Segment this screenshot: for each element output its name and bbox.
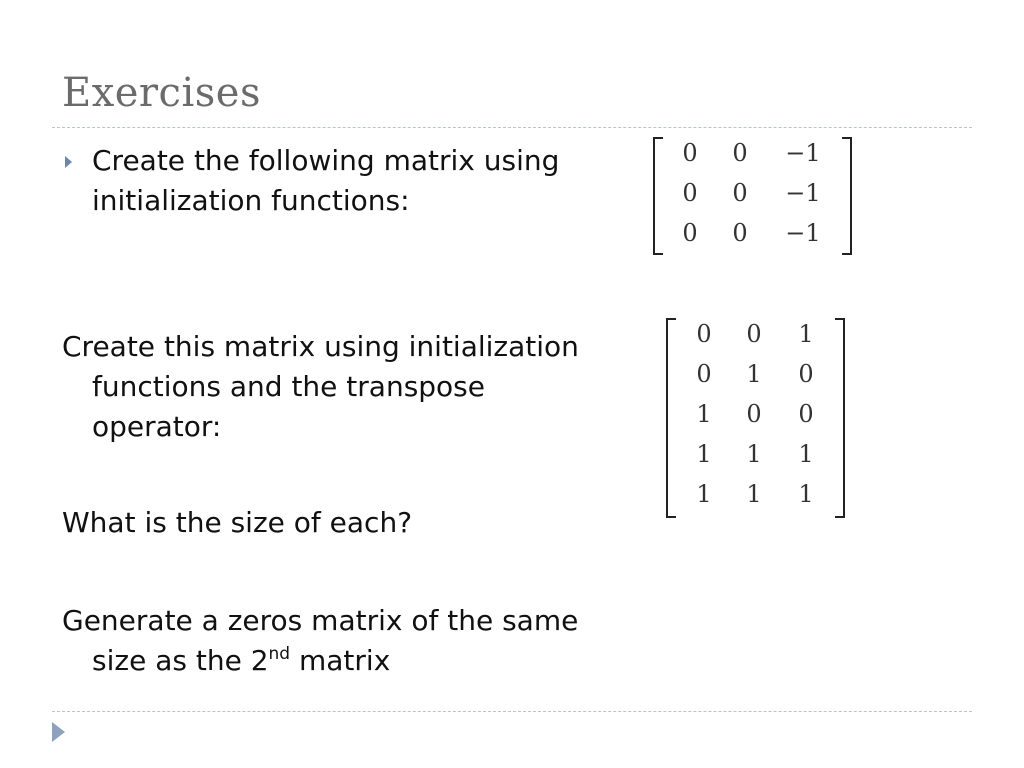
matrix2-cell: 0 <box>696 360 712 388</box>
matrix2-cell: 1 <box>798 480 814 508</box>
matrix1-cell: 0 <box>732 139 748 167</box>
item-size-question: What is the size of each? <box>62 506 413 539</box>
matrix2-cell: 0 <box>746 400 762 428</box>
item4-line-2-pre: size as the 2 <box>92 644 269 677</box>
matrix2-cell: 1 <box>746 480 762 508</box>
matrix1-cell: −1 <box>785 179 821 207</box>
matrix1-cell: 0 <box>682 179 698 207</box>
matrix2-cell: 1 <box>696 440 712 468</box>
item2-line-2: functions and the transpose <box>92 370 485 403</box>
item2-line-3: operator: <box>92 410 222 443</box>
matrix-2-right-bracket <box>835 318 845 518</box>
bullet-line-1: Create the following matrix using <box>92 144 560 177</box>
matrix-2 <box>666 318 845 518</box>
matrix1-cell: −1 <box>785 219 821 247</box>
matrix-1-left-bracket <box>653 137 663 255</box>
footer-divider <box>52 711 972 712</box>
matrix1-cell: −1 <box>785 139 821 167</box>
matrix1-cell: 0 <box>732 179 748 207</box>
matrix1-cell: 0 <box>732 219 748 247</box>
bullet-item-create-matrix <box>92 141 672 221</box>
matrix2-cell: 0 <box>798 360 814 388</box>
item4-superscript: nd <box>268 644 291 664</box>
matrix2-cell: 1 <box>696 400 712 428</box>
bullet-line-2: initialization functions: <box>92 184 410 217</box>
matrix2-cell: 0 <box>746 320 762 348</box>
slide-title: Exercises <box>62 70 261 116</box>
item4-line-1: Generate a zeros matrix of the same <box>62 604 579 637</box>
matrix1-cell: 0 <box>682 219 698 247</box>
bullet-triangle-icon <box>65 156 72 168</box>
matrix2-cell: 1 <box>746 360 762 388</box>
matrix-2-left-bracket <box>666 318 676 518</box>
item4-line-2-post: matrix <box>290 644 391 677</box>
matrix2-cell: 1 <box>696 480 712 508</box>
matrix2-cell: 0 <box>696 320 712 348</box>
matrix2-cell: 1 <box>798 320 814 348</box>
item4-line-2 <box>62 641 642 681</box>
matrix-1-right-bracket <box>842 137 852 255</box>
next-slide-arrow-icon[interactable] <box>52 722 65 742</box>
title-divider <box>52 127 972 128</box>
matrix1-cell: 0 <box>682 139 698 167</box>
matrix2-cell: 1 <box>746 440 762 468</box>
item-zeros-matrix <box>62 601 642 681</box>
matrix2-cell: 1 <box>798 440 814 468</box>
matrix2-cell: 0 <box>798 400 814 428</box>
matrix-1 <box>653 137 852 255</box>
item-transpose-matrix <box>62 327 642 447</box>
item2-line-1: Create this matrix using initialization <box>62 330 579 363</box>
